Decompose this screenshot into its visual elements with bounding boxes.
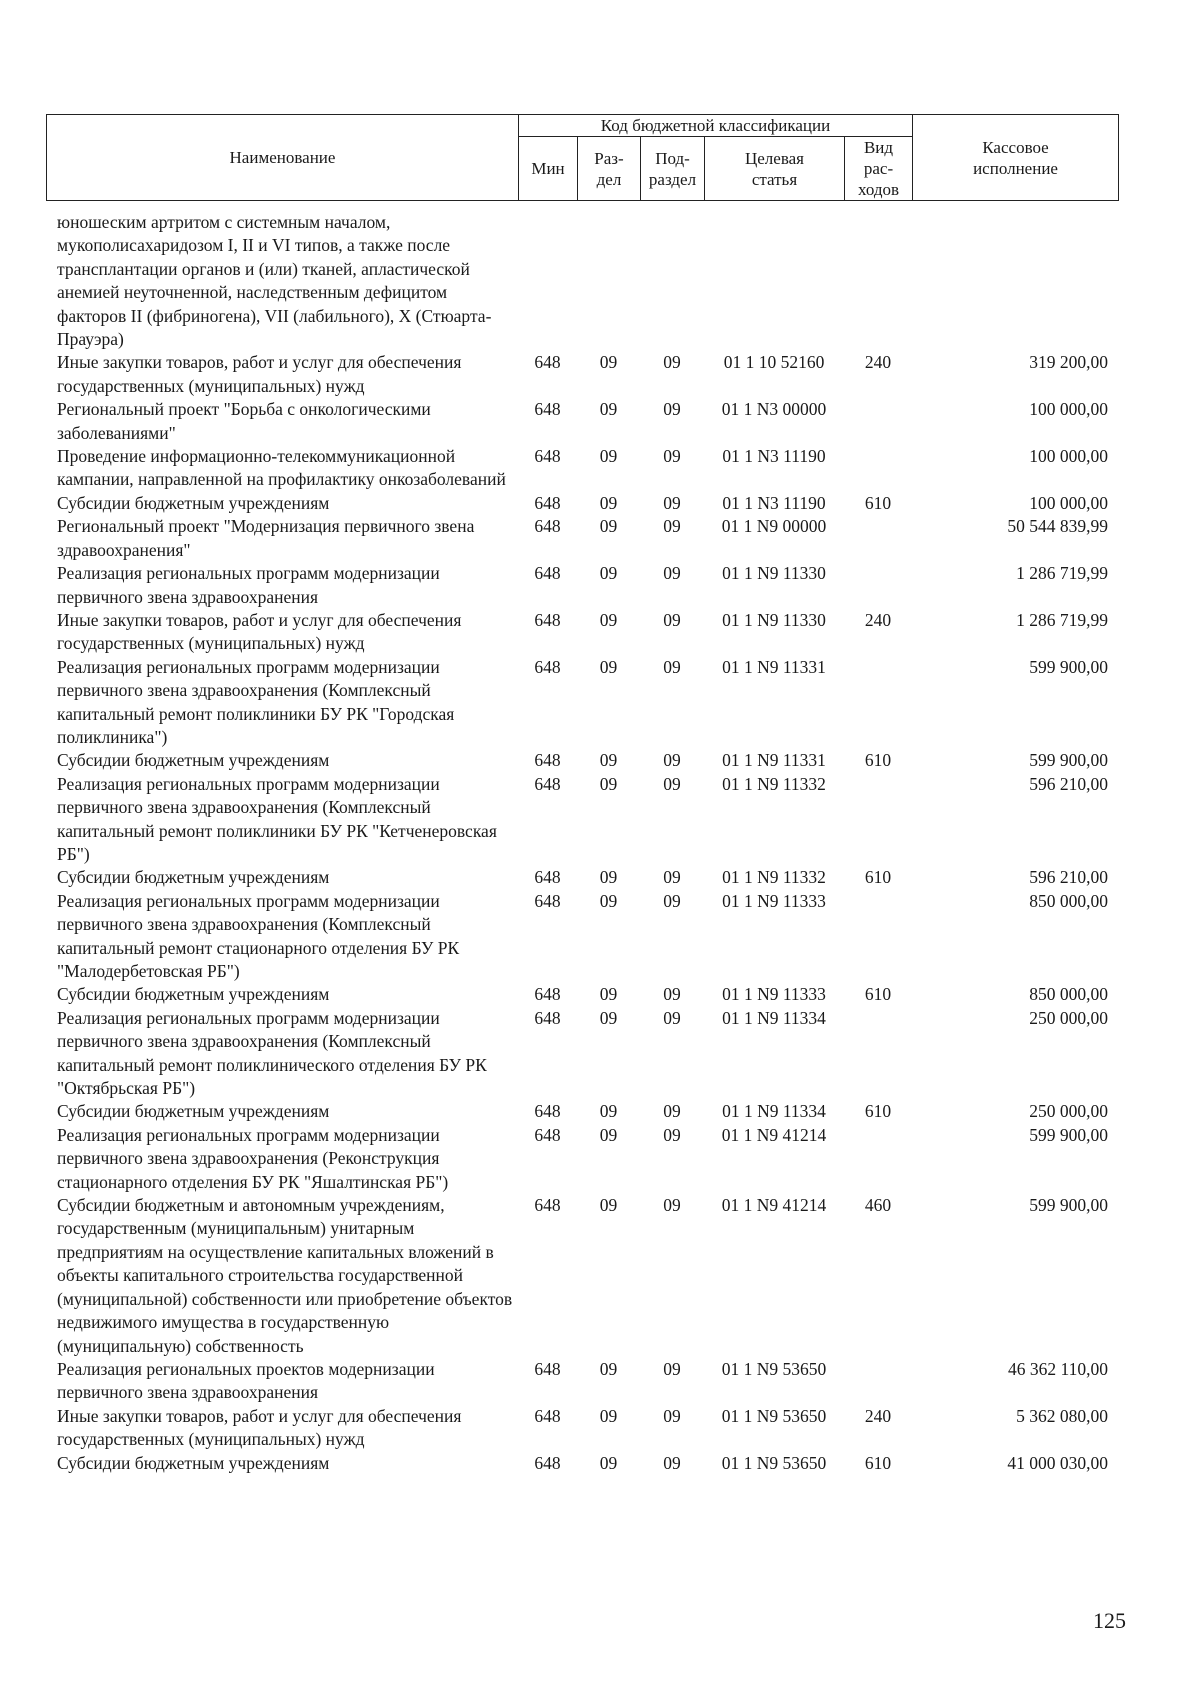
cell-sum: 319 200,00 <box>1029 352 1108 373</box>
cell-vid <box>844 1124 912 1194</box>
cell-vid: 610 <box>864 984 892 1005</box>
cell-target: 01 1 N9 11331 <box>722 656 826 677</box>
cell-name: Субсидии бюджетным учреждениям <box>57 1101 330 1122</box>
cell-podrazdel: 09 <box>663 1405 681 1426</box>
cell-name: Реализация региональных программ модернизации первичного звена здравоохранения (Комплексный капитальный ремонт поликлинического отделения БУ РК "Октябрьская РБ") <box>57 1007 487 1099</box>
cell-razdel: 09 <box>599 1007 618 1028</box>
header-kassa: Кассовое исполнение <box>913 115 1119 201</box>
table-row <box>46 1100 1118 1123</box>
table-row <box>46 492 1118 515</box>
cell-vid: 610 <box>864 1101 892 1122</box>
cell-podrazdel: 09 <box>663 656 681 677</box>
header-target: Целевая статья <box>705 137 845 201</box>
header-podrazdel: Под- раздел <box>641 137 705 201</box>
cell-min: 648 <box>534 1405 561 1426</box>
cell-podrazdel: 09 <box>663 516 681 537</box>
cell-min: 648 <box>534 352 561 373</box>
cell-target: 01 1 N9 11331 <box>722 750 826 771</box>
cell-name: Субсидии бюджетным учреждениям <box>57 867 330 888</box>
cell-vid: 240 <box>864 352 892 373</box>
header-code-group: Код бюджетной классификации <box>519 115 913 137</box>
cell-name: Реализация региональных программ модернизации первичного звена здравоохранения (Комплексный капитальный ремонт поликлиники БУ РК "Городская поликлиника") <box>57 656 455 747</box>
table-row <box>46 1452 1118 1475</box>
cell-sum: 596 210,00 <box>1029 867 1108 888</box>
cell-target: 01 1 10 52160 <box>723 352 825 373</box>
cell-name: Реализация региональных программ модернизации первичного звена здравоохранения <box>57 563 440 607</box>
cell-sum: 1 286 719,99 <box>1016 609 1108 630</box>
cell-min: 648 <box>534 1124 561 1145</box>
cell-razdel: 09 <box>599 656 618 677</box>
cell-podrazdel <box>640 211 704 351</box>
cell-name: Иные закупки товаров, работ и услуг для обеспечения государственных (муниципальных) нужд <box>57 609 462 654</box>
table-row <box>46 398 1118 445</box>
cell-min: 648 <box>534 399 561 420</box>
table-row <box>46 211 1118 351</box>
cell-razdel: 09 <box>599 750 618 771</box>
cell-vid: 460 <box>864 1195 892 1216</box>
cell-sum: 599 900,00 <box>1029 1195 1108 1216</box>
cell-name: Субсидии бюджетным учреждениям <box>57 750 330 771</box>
cell-name: юношеским артритом с системным началом, мукополисахаридозом I, II и VI типов, а также после трансплантации органов и (или) тканей, апластической анемией неуточненной, наследственным дефицитом факторов II (фибриногена), VII (лабильного), X (Стюарта-Прауэра) <box>57 212 492 350</box>
cell-vid <box>844 562 912 609</box>
cell-vid: 240 <box>864 1405 892 1426</box>
table-header <box>46 114 1119 201</box>
cell-podrazdel: 09 <box>663 750 681 771</box>
cell-podrazdel: 09 <box>663 352 681 373</box>
cell-razdel: 09 <box>599 1195 618 1216</box>
cell-vid: 610 <box>864 750 892 771</box>
cell-razdel: 09 <box>599 1405 618 1426</box>
cell-target: 01 1 N9 41214 <box>721 1195 827 1216</box>
cell-target: 01 1 N3 11190 <box>722 446 826 467</box>
cell-name: Субсидии бюджетным учреждениям <box>57 984 330 1005</box>
cell-sum: 250 000,00 <box>1029 1101 1108 1122</box>
cell-podrazdel: 09 <box>663 984 681 1005</box>
cell-sum: 596 210,00 <box>1029 773 1108 794</box>
cell-sum: 5 362 080,00 <box>1016 1405 1108 1426</box>
budget-table <box>46 211 1118 1475</box>
cell-target: 01 1 N9 11332 <box>722 867 826 888</box>
cell-target: 01 1 N9 11333 <box>722 984 826 1005</box>
cell-name: Реализация региональных программ модернизации первичного звена здравоохранения (Реконструкция стационарного отделения БУ РК "Яшалтинская РБ") <box>57 1124 449 1192</box>
cell-podrazdel: 09 <box>663 867 681 888</box>
cell-target: 01 1 N9 53650 <box>721 1452 827 1473</box>
cell-podrazdel: 09 <box>663 492 681 513</box>
cell-razdel: 09 <box>599 773 618 794</box>
cell-razdel: 09 <box>599 516 618 537</box>
table-row <box>46 515 1118 562</box>
cell-target: 01 1 N9 11330 <box>722 563 826 584</box>
cell-podrazdel: 09 <box>663 773 681 794</box>
cell-razdel: 09 <box>599 399 618 420</box>
cell-name: Реализация региональных программ модернизации первичного звена здравоохранения (Комплексный капитальный ремонт стационарного отделения БУ РК "Малодербетовская РБ") <box>57 890 460 981</box>
cell-sum: 250 000,00 <box>1029 1007 1108 1028</box>
cell-min: 648 <box>534 867 561 888</box>
cell-target: 01 1 N9 53650 <box>721 1405 827 1426</box>
cell-min: 648 <box>534 890 561 911</box>
cell-target: 01 1 N3 11190 <box>722 492 826 513</box>
cell-min: 648 <box>534 1358 561 1379</box>
cell-min: 648 <box>534 1195 561 1216</box>
header-vid: Вид рас- ходов <box>845 137 913 201</box>
cell-razdel: 09 <box>599 1358 618 1379</box>
table-row <box>46 1358 1118 1405</box>
cell-razdel <box>577 211 640 351</box>
table-row <box>46 351 1118 398</box>
header-razdel: Раз- дел <box>578 137 641 201</box>
cell-vid: 240 <box>864 609 892 630</box>
cell-min: 648 <box>534 446 561 467</box>
page-number: 125 <box>1093 1608 1126 1633</box>
cell-podrazdel: 09 <box>663 446 681 467</box>
cell-razdel: 09 <box>599 890 618 911</box>
cell-sum: 100 000,00 <box>1029 399 1108 420</box>
cell-target <box>704 211 844 351</box>
cell-sum: 599 900,00 <box>1029 656 1108 677</box>
cell-min: 648 <box>534 516 561 537</box>
cell-podrazdel: 09 <box>663 1101 681 1122</box>
cell-target: 01 1 N9 11334 <box>722 1101 826 1122</box>
cell-min: 648 <box>534 609 561 630</box>
cell-vid <box>844 398 912 445</box>
cell-sum: 599 900,00 <box>1029 1124 1108 1145</box>
table-row <box>46 562 1118 609</box>
cell-podrazdel: 09 <box>663 609 681 630</box>
cell-sum: 599 900,00 <box>1029 750 1108 771</box>
cell-podrazdel: 09 <box>663 1124 681 1145</box>
cell-sum: 100 000,00 <box>1029 446 1108 467</box>
cell-razdel: 09 <box>599 1124 618 1145</box>
cell-podrazdel: 09 <box>663 563 681 584</box>
cell-min <box>518 211 577 351</box>
table-row <box>46 866 1118 889</box>
cell-min: 648 <box>534 656 561 677</box>
cell-sum: 100 000,00 <box>1029 492 1108 513</box>
cell-podrazdel: 09 <box>663 1452 681 1473</box>
cell-name: Субсидии бюджетным учреждениям <box>57 1452 330 1473</box>
cell-vid <box>844 1358 912 1405</box>
cell-sum: 41 000 030,00 <box>1007 1452 1108 1473</box>
header-min: Мин <box>519 137 578 201</box>
cell-name: Иные закупки товаров, работ и услуг для обеспечения государственных (муниципальных) нужд <box>57 352 462 396</box>
cell-name: Региональный проект "Борьба с онкологическими заболеваниями" <box>57 399 431 443</box>
cell-name: Субсидии бюджетным и автономным учреждениям, государственным (муниципальным) унитарным предприятиям на осуществление капитальных вложений в объекты капитального строительства государственной (муниципальной) собственности или приобретение объектов недвижимого имущества в государственную (муниципальную) собственность <box>57 1195 513 1356</box>
table-row <box>46 445 1118 492</box>
cell-min: 648 <box>534 984 561 1005</box>
cell-min: 648 <box>534 1007 561 1028</box>
table-body <box>46 211 1118 1475</box>
cell-target: 01 1 N9 11334 <box>722 1007 826 1028</box>
table-row <box>46 773 1118 867</box>
cell-podrazdel: 09 <box>663 1195 681 1216</box>
cell-name: Региональный проект "Модернизация первичного звена здравоохранения" <box>57 516 475 560</box>
table-row <box>46 1007 1118 1101</box>
table-row <box>46 609 1118 656</box>
cell-sum <box>912 211 1118 351</box>
cell-name: Реализация региональных проектов модернизации первичного звена здравоохранения <box>57 1358 435 1403</box>
cell-razdel: 09 <box>599 984 618 1005</box>
cell-target: 01 1 N9 11332 <box>722 773 826 794</box>
cell-target: 01 1 N9 00000 <box>721 516 827 537</box>
cell-vid <box>844 515 912 562</box>
cell-sum: 850 000,00 <box>1029 890 1108 911</box>
cell-name: Проведение информационно-телекоммуникационной кампании, направленной на профилактику онкозаболеваний <box>57 446 506 490</box>
cell-min: 648 <box>534 750 561 771</box>
cell-sum: 46 362 110,00 <box>1008 1358 1108 1379</box>
cell-sum: 850 000,00 <box>1029 984 1108 1005</box>
table-row <box>46 749 1118 772</box>
cell-vid: 610 <box>864 492 892 513</box>
cell-min: 648 <box>534 563 561 584</box>
cell-razdel: 09 <box>599 1452 618 1473</box>
header-name: Наименование <box>47 115 519 201</box>
cell-target: 01 1 N9 41214 <box>721 1124 827 1145</box>
cell-vid <box>844 656 912 750</box>
cell-podrazdel: 09 <box>663 1358 681 1379</box>
cell-vid <box>844 1007 912 1101</box>
cell-name: Реализация региональных программ модернизации первичного звена здравоохранения (Комплексный капитальный ремонт поликлиники БУ РК "Кетченеровская РБ") <box>57 773 497 864</box>
cell-vid: 610 <box>864 867 892 888</box>
cell-name: Иные закупки товаров, работ и услуг для обеспечения государственных (муниципальных) нужд <box>57 1405 462 1450</box>
table-row <box>46 656 1118 750</box>
cell-vid <box>844 890 912 984</box>
cell-vid <box>844 211 912 351</box>
cell-vid <box>844 773 912 867</box>
cell-razdel: 09 <box>599 352 618 373</box>
cell-target: 01 1 N9 11330 <box>722 609 826 630</box>
table-row <box>46 1124 1118 1194</box>
cell-name: Субсидии бюджетным учреждениям <box>57 492 330 513</box>
cell-min: 648 <box>534 773 561 794</box>
cell-razdel: 09 <box>599 867 618 888</box>
cell-min: 648 <box>534 492 561 513</box>
cell-razdel: 09 <box>599 492 618 513</box>
table-row <box>46 983 1118 1006</box>
cell-podrazdel: 09 <box>663 399 681 420</box>
cell-razdel: 09 <box>599 446 618 467</box>
cell-podrazdel: 09 <box>663 1007 681 1028</box>
cell-podrazdel: 09 <box>663 890 681 911</box>
cell-razdel: 09 <box>599 563 618 584</box>
cell-vid: 610 <box>864 1452 892 1473</box>
cell-min: 648 <box>534 1452 561 1473</box>
cell-razdel: 09 <box>599 609 618 630</box>
table-row <box>46 1194 1118 1358</box>
cell-target: 01 1 N9 11333 <box>722 890 826 911</box>
cell-min: 648 <box>534 1101 561 1122</box>
cell-sum: 50 544 839,99 <box>1007 516 1108 537</box>
cell-target: 01 1 N3 00000 <box>721 399 827 420</box>
cell-razdel: 09 <box>599 1101 618 1122</box>
table-row <box>46 890 1118 984</box>
cell-sum: 1 286 719,99 <box>1016 563 1108 584</box>
cell-target: 01 1 N9 53650 <box>721 1358 827 1379</box>
table-row <box>46 1405 1118 1452</box>
cell-vid <box>844 445 912 492</box>
